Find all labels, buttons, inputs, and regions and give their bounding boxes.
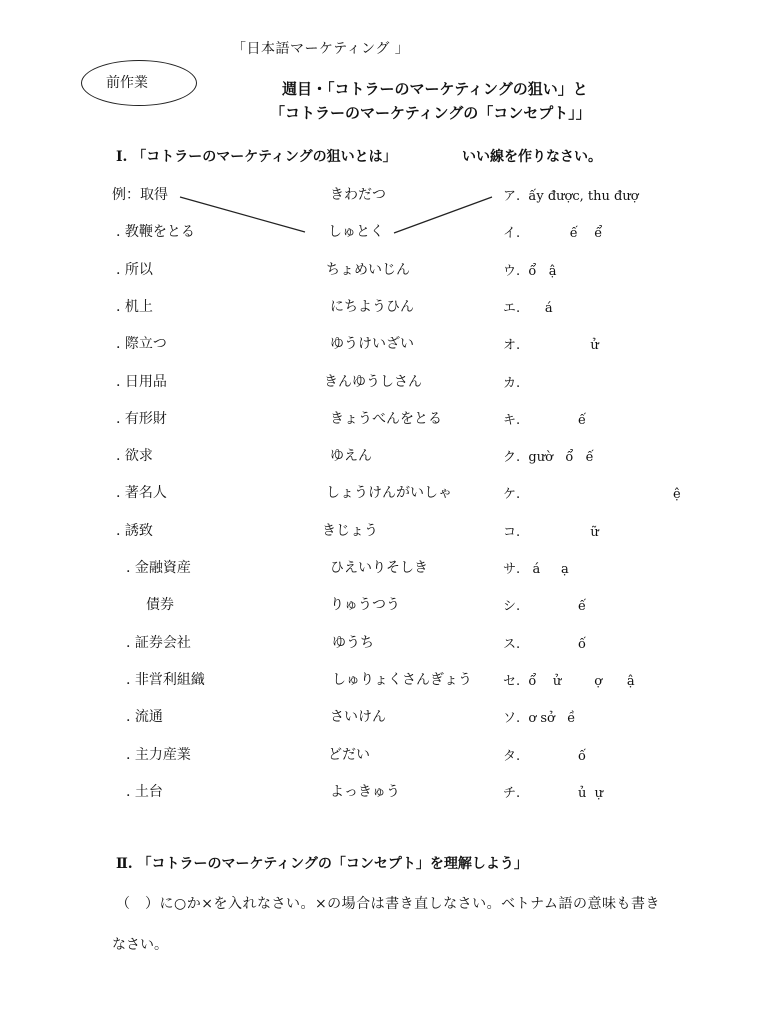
reading-cell: きょうべんをとる xyxy=(330,411,442,427)
meaning-cell: ケ. ệ xyxy=(503,487,681,502)
meaning-cell: ア. ấy được, thu đượ xyxy=(503,189,639,204)
section2-instruction-line1: （ ）に○か×を入れなさい。×の場合は書き直しなさい。ベトナム語の意味も書き xyxy=(116,896,660,912)
meaning-cell: ウ. ổ ậ xyxy=(503,264,557,279)
example-line-term-to-reading xyxy=(180,197,305,232)
meaning-cell: ク. gườ ổ ế xyxy=(503,450,594,465)
term-cell: . 日用品 xyxy=(116,374,167,390)
reading-cell: にちようひん xyxy=(330,299,414,315)
reading-cell: しゅりょくさんぎょう xyxy=(332,672,472,688)
section2-instruction-line2: なさい。 xyxy=(112,937,168,953)
reading-cell: きんゆうしさん xyxy=(324,374,422,390)
reading-cell: ゆうち xyxy=(332,635,374,651)
meaning-cell: タ. ố xyxy=(503,749,586,764)
term-cell: . 欲求 xyxy=(116,448,153,464)
term-cell: . 所以 xyxy=(116,262,153,278)
term-cell: . 金融資産 xyxy=(126,560,191,576)
meaning-cell: キ. ế xyxy=(503,413,586,428)
meaning-cell: サ. á ạ xyxy=(503,562,569,577)
meaning-cell: シ. ế xyxy=(503,599,586,614)
term-cell: . 流通 xyxy=(126,709,163,725)
section1-instruction: いい線を作りなさい。 xyxy=(462,149,602,165)
term-cell: . 際立つ xyxy=(116,336,167,352)
meaning-cell: イ. ế ể xyxy=(503,226,603,241)
term-cell: . 土台 xyxy=(126,784,163,800)
reading-cell: ゆうけいざい xyxy=(330,336,414,352)
term-cell: 債券 xyxy=(146,597,174,613)
term-cell: . 著名人 xyxy=(116,485,167,501)
worksheet-title-line2: 「コトラーのマーケティングの「コンセプト」」 xyxy=(270,104,591,122)
reading-cell: どだい xyxy=(328,747,370,763)
meaning-cell: カ. xyxy=(503,376,521,391)
term-cell: . 有形財 xyxy=(116,411,167,427)
term-cell: 例：取得 xyxy=(112,187,168,203)
meaning-cell: オ. ử xyxy=(503,338,599,353)
reading-cell: よっきゅう xyxy=(330,784,400,800)
section2-heading: Ⅱ. 「コトラーのマーケティングの「コンセプト」を理解しよう」 xyxy=(116,856,528,872)
reading-cell: りゅうつう xyxy=(330,597,400,613)
course-title: 「日本語マーケティング 」 xyxy=(232,41,410,57)
meaning-cell: ス. ố xyxy=(503,637,586,652)
worksheet-title-line1: 週目・「コトラーのマーケティングの狙い」と xyxy=(282,80,588,98)
reading-cell: しょうけんがいしゃ xyxy=(326,485,452,501)
meaning-cell: チ. ủ ự xyxy=(503,786,603,801)
section1-heading: Ⅰ. 「コトラーのマーケティングの狙いとは」 xyxy=(116,149,397,165)
meaning-cell: ソ. ơ sở ề xyxy=(503,711,576,726)
example-line-reading-to-meaning xyxy=(394,197,492,233)
term-cell: . 非営利組織 xyxy=(126,672,205,688)
meaning-cell: エ. á xyxy=(503,301,553,316)
term-cell: . 誘致 xyxy=(116,523,153,539)
reading-cell: きわだつ xyxy=(330,187,386,203)
reading-cell: きじょう xyxy=(322,523,378,539)
term-cell: . 机上 xyxy=(116,299,153,315)
term-cell: . 証券会社 xyxy=(126,635,191,651)
meaning-cell: コ. ữ xyxy=(503,525,599,540)
meaning-cell: セ. ổ ử ợ ậ xyxy=(503,674,635,689)
reading-cell: ゆえん xyxy=(330,448,372,464)
reading-cell: さいけん xyxy=(330,709,386,725)
reading-cell: しゅとく xyxy=(328,224,384,240)
reading-cell: ひえいりそしき xyxy=(330,560,428,576)
reading-cell: ちょめいじん xyxy=(326,262,410,278)
term-cell: . 主力産業 xyxy=(126,747,191,763)
term-cell: . 教鞭をとる xyxy=(116,224,195,240)
prework-label: 前作業 xyxy=(106,75,148,91)
